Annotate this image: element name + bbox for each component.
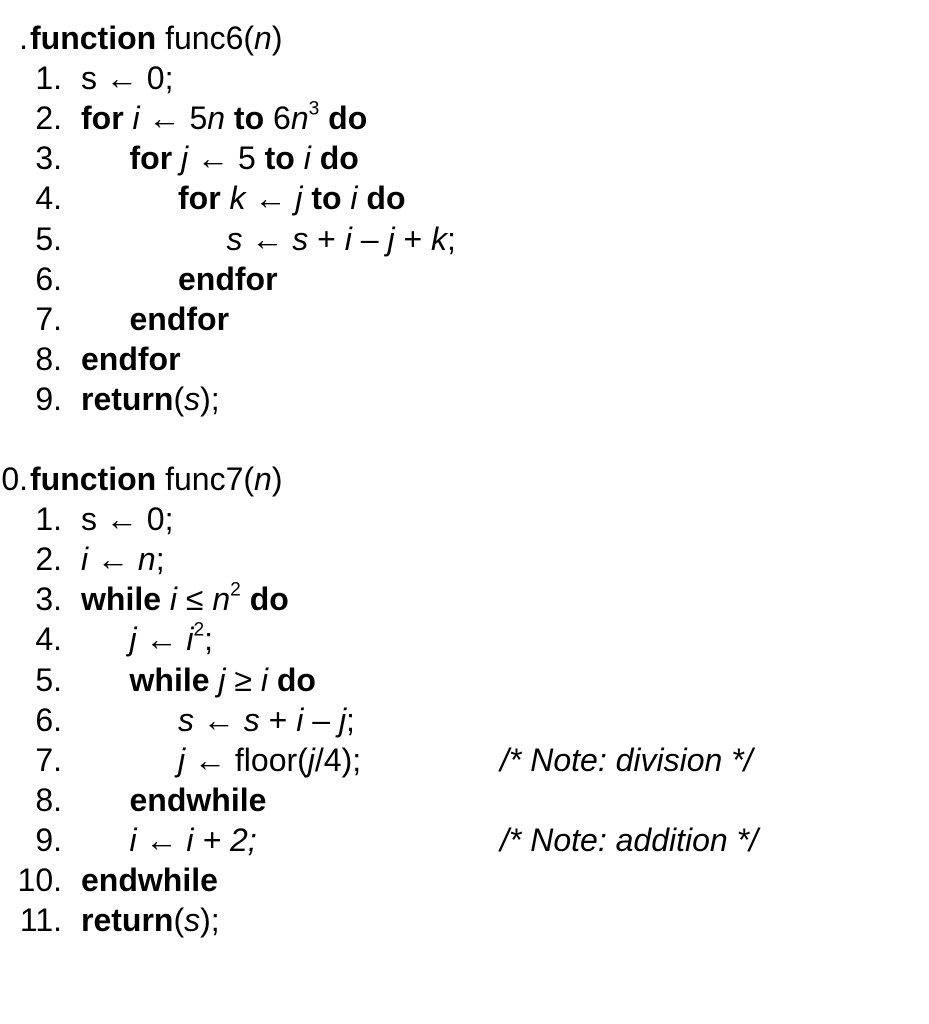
keyword: for [178,180,221,217]
line-number: 2. [35,541,62,578]
token: /4); [314,741,362,778]
token: ← [242,220,293,257]
variable: i [303,140,311,177]
keyword: to [264,140,295,177]
token: – [351,220,388,257]
token: ); [200,380,220,417]
token [302,180,311,216]
line-code [81,539,165,579]
line-number: 1. [35,60,62,97]
paren-open: ( [243,20,255,56]
function-param: n [254,461,272,497]
token: s ← 0; [81,60,174,97]
token: ; [204,621,214,658]
keyword: while [129,661,210,698]
paren-open: ( [243,461,255,497]
line-code [81,860,218,900]
line-code [178,740,361,780]
line-code [178,700,355,740]
variable: n [290,100,309,137]
token [172,140,181,176]
keyword: do [328,100,368,137]
space [156,461,165,497]
token: ← [245,180,296,217]
line-number: 2. [35,100,62,137]
line-code [178,259,278,299]
variable: s [292,220,309,257]
code-comment: /* Note: division */ [500,741,753,778]
paren-close: ) [271,461,283,497]
line-number: 3. [35,140,62,177]
line-code [130,780,267,820]
superscript: 2 [230,579,241,601]
token: + [394,220,432,257]
block-number: . [19,20,28,56]
variable: j [387,220,395,257]
function-keyword: function [30,20,157,56]
line-code [178,178,406,218]
keyword: endfor [129,300,230,337]
line-number: 11. [19,902,62,939]
token [124,100,133,136]
keyword: to [311,180,342,217]
keyword: endfor [81,340,181,377]
token: ); [200,902,220,939]
variable: j [129,621,137,658]
line-code [81,579,289,619]
variable: i [186,821,194,858]
variable: i [129,821,137,858]
keyword: do [319,140,359,177]
variable: s [226,220,243,257]
token: ≥ [225,661,261,698]
line-code [130,820,257,860]
variable: i [132,100,140,137]
variable: j [178,741,186,778]
line-number: 4. [35,180,62,217]
keyword: endwhile [81,862,218,898]
variable: k [229,180,246,217]
line-number: 4. [35,621,62,658]
token: ← [194,701,244,738]
variable: j [338,701,347,738]
keyword: do [276,661,316,698]
variable: j [295,180,303,217]
line-number: 6. [35,260,62,297]
function-param: n [254,20,272,56]
token: ← [88,541,138,578]
token [241,581,250,617]
function-name: func6 [165,20,244,56]
line-number: 9. [35,380,62,417]
keyword: do [249,581,289,618]
variable: j [307,741,315,778]
token: ← [136,821,187,858]
variable: j [181,140,189,177]
token: – [303,701,339,738]
token [161,581,170,617]
line-code [81,499,173,539]
line-number: 10. [17,862,62,898]
token: ( [173,902,185,939]
token: ← 5 [139,100,208,137]
keyword: do [366,180,406,217]
code-comment: /* Note: addition */ [500,821,758,858]
token: ; [447,220,456,257]
variable: i [186,621,194,658]
line-code [130,138,359,178]
token [268,662,277,698]
variable: i [260,661,268,698]
line-code [130,619,214,659]
token: ≤ [177,581,213,618]
line-code [81,900,220,940]
line-number: 1. [35,501,62,538]
token [319,100,328,136]
variable: s [178,701,194,738]
variable: s [243,701,260,738]
keyword: to [233,100,265,137]
keyword: return [81,380,174,417]
line-code [227,219,456,259]
paren-close: ) [271,20,283,56]
token: + [308,220,345,257]
token: ; [346,701,355,738]
variable: s [184,380,201,417]
token: 6 [264,100,291,137]
line-number: 5. [35,661,62,698]
keyword: for [129,140,173,177]
line-code [81,98,367,138]
variable: n [212,581,231,618]
token: ← [136,621,187,658]
line-code [130,660,316,700]
line-code [81,339,181,379]
superscript: 2 [193,620,205,641]
line-code [130,299,230,339]
variable: + 2; [193,821,257,858]
line-number: 8. [35,340,62,377]
line-code [81,379,220,419]
line-number: 6. [35,701,62,738]
token [225,100,234,136]
token: s ← 0; [81,501,174,538]
token [311,140,320,176]
superscript: 3 [308,98,320,120]
line-number: 7. [35,741,62,778]
token: ← 5 [188,140,265,177]
variable: j [218,661,226,698]
token [221,180,230,216]
variable: n [207,100,226,137]
line-number: 7. [35,300,62,337]
token: ; [155,541,165,578]
token: ← floor( [185,741,308,778]
keyword: for [81,100,124,137]
space [156,20,165,56]
keyword: return [81,902,174,939]
token [295,140,304,176]
line-code [81,58,173,98]
variable: i [344,220,352,257]
function-signature [30,459,282,499]
variable: i [350,180,358,217]
line-number: 9. [35,821,62,858]
token: ( [173,380,185,417]
keyword: endwhile [129,781,267,818]
variable: s [184,902,201,939]
variable: i [81,541,89,578]
block-number: 0. [1,461,28,497]
variable: n [137,541,156,578]
keyword: while [81,581,162,618]
function-signature [30,18,282,58]
line-number: 8. [35,781,62,818]
variable: i [296,701,304,738]
variable: i [169,581,178,618]
line-number: 5. [35,220,62,257]
token: + [259,701,297,738]
function-keyword: function [30,461,157,497]
keyword: endfor [178,260,278,297]
line-number: 3. [35,581,62,618]
variable: k [431,220,448,257]
function-name: func7 [165,461,244,497]
